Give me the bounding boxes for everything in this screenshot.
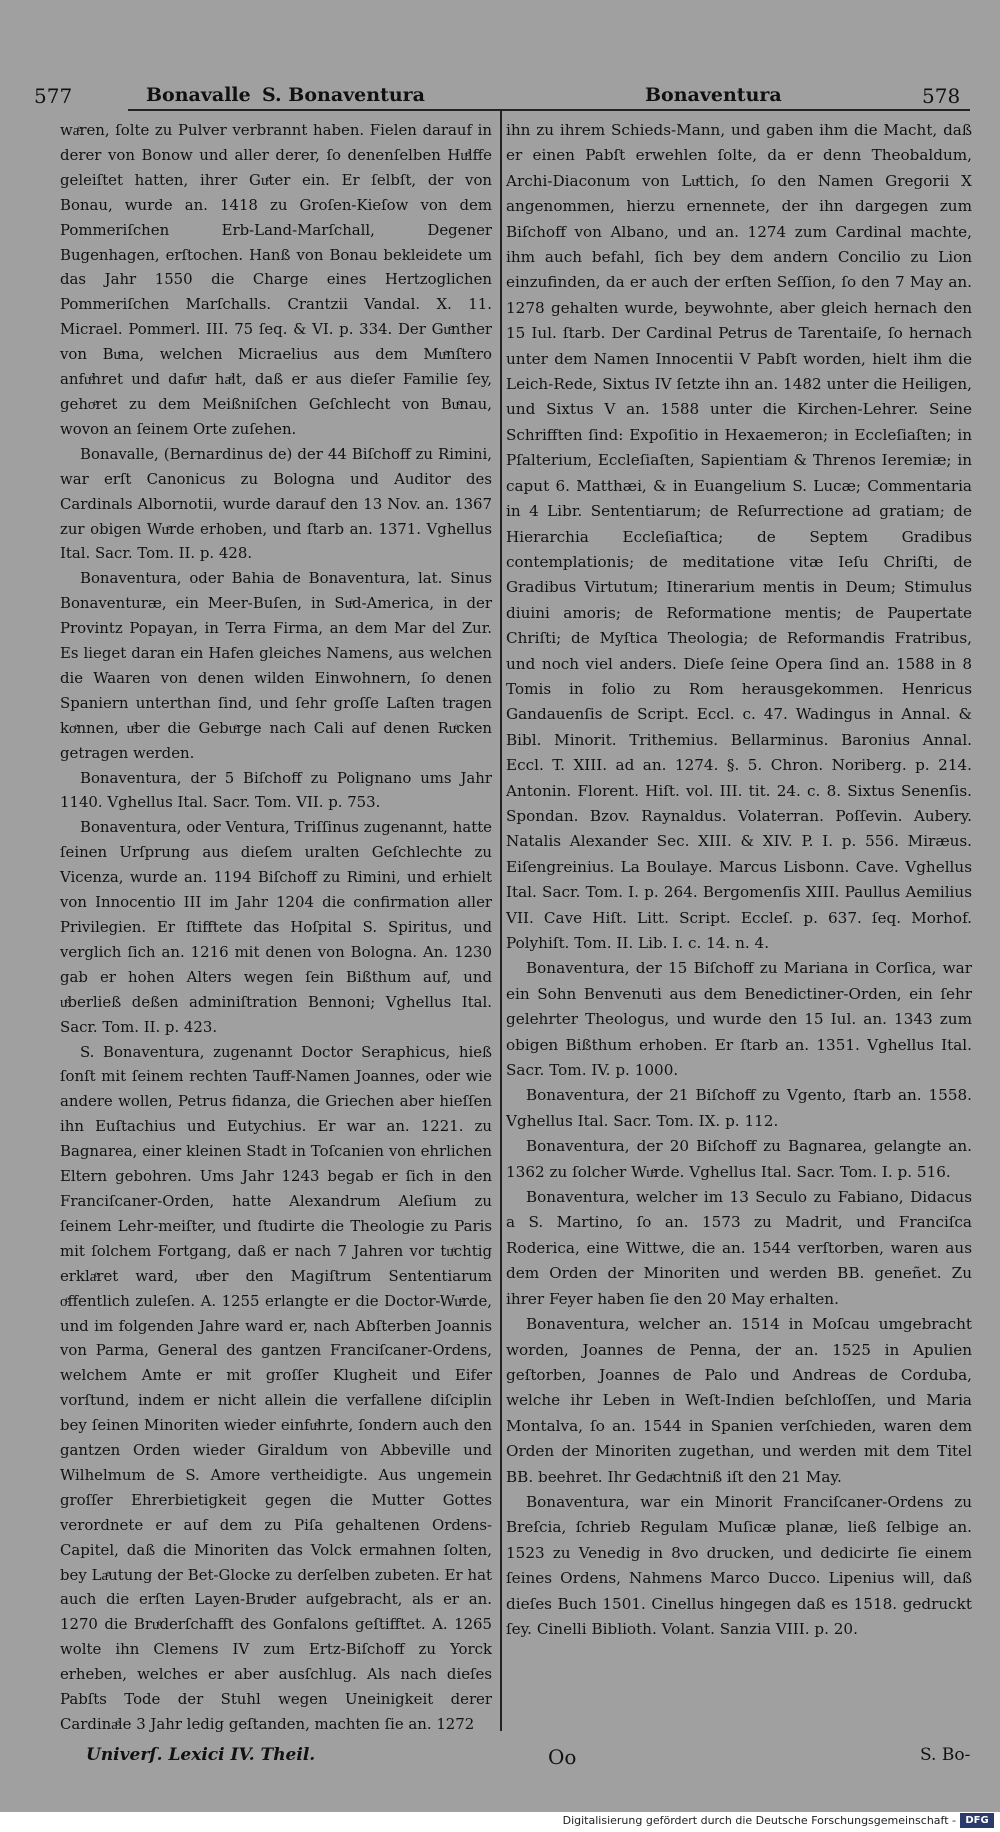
- dfg-logo-icon: DFG: [960, 1813, 994, 1828]
- paragraph: Bonaventura, oder Ventura, Triſſinus zugenannt, hatte ſeinen Urſprung aus dieſem uralten Geſchlechte zu Vicenza, wurde an. 1194 Biſchoff zu Rimini, und erhielt von Innocentio III im Jahr 1204 die confirmation aller Privilegien. Er ſtifftete das Hoſpital S. Spiritus, und verglich ſich an. 1216 mit denen von Bologna. An. 1230 gab er hohen Alters wegen ſein Bißthum auf, und uͤberließ deßen adminiſtration Bennoni; Vghellus Ital. Sacr. Tom. II. p. 423.: [60, 818, 492, 1036]
- paragraph: Bonaventura, welcher im 13 Seculo zu Fabiano, Didacus a S. Martino, ſo an. 1573 zu Madrit, und Franciſca Roderica, eine Wittwe, die an. 1544 verſtorben, waren aus dem Orden der Minoriten und werden BB. geneñet. Zu ihrer Feyer haben ſie den 20 May erhalten.: [506, 1188, 972, 1308]
- paragraph: Bonaventura, der 15 Biſchoff zu Mariana in Corſica, war ein Sohn Benvenuti aus dem Benedictiner-Orden, ein ſehr gelehrter Theologus, und wurde den 15 Iul. an. 1343 zum obigen Bißthum erhoben. Er ſtarb an. 1351. Vghellus Ital. Sacr. Tom. IV. p. 1000.: [506, 959, 972, 1080]
- paragraph: Bonaventura, der 21 Biſchoff zu Vgento, ſtarb an. 1558. Vghellus Ital. Sacr. Tom. IX. p. 112.: [506, 1086, 972, 1130]
- footer-volume-note: Univerſ. Lexici IV. Theil.: [86, 1745, 316, 1765]
- header-rule: [128, 109, 970, 111]
- right-page-number: 578: [922, 84, 961, 108]
- paragraph: Bonavalle, (Bernardinus de) der 44 Biſchoff zu Rimini, war erſt Canonicus zu Bologna und Auditor des Cardinals Albornotii, wurde darauf den 13 Nov. an. 1367 zur obigen Wuͤrde erhoben, und ſtarb an. 1371. Vghellus Ital. Sacr. Tom. II. p. 428.: [60, 444, 492, 563]
- paragraph: Bonaventura, welcher an. 1514 in Moſcau umgebracht worden, Joannes de Penna, der an. 1525 in Apulien geſtorben, Joannes de Palo und Andreas de Corduba, welche ihr Leben in Weſt-Indien beſchloſſen, und Maria Montalva, ſo an. 1544 in Spanien verſchieden, waren dem Orden der Minoriten zugethan, und werden mit dem Titel BB. beehret. Ihr Gedaͤchtniß iſt den 21 May.: [506, 1315, 972, 1486]
- left-column: [60, 118, 492, 1737]
- right-column: [506, 118, 972, 1642]
- paragraph: S. Bonaventura, zugenannt Doctor Seraphicus, hieß ſonſt mit ſeinem rechten Tauff-Namen Joannes, oder wie andere wollen, Petrus fidanza, die Griechen aber hieſſen ihn Euſtachius und Eutychius. Er war an. 1221. zu Bagnarea, einer kleinen Stadt in Toſcanien von ehrlichen Eltern gebohren. Ums Jahr 1243 begab er ſich in den Franciſcaner-Orden, hatte Alexandrum Aleſium zu ſeinem Lehr-meiſter, und ſtudirte die Theologie zu Paris mit ſolchem Fortgang, daß er nach 7 Jahren vor tuͤchtig erklaͤret ward, uͤber den Magiſtrum Sententiarum oͤffentlich zuleſen. A. 1255 erlangte er die Doctor-Wuͤrde, und im folgenden Jahre ward er, nach Abſterben Joannis von Parma, General des gantzen Franciſcaner-Ordens, welchem Amte er mit groſſer Klugheit und Eifer vorſtund, indem er nicht allein die verfallene diſciplin bey ſeinen Minoriten wieder einfuͤhrte, ſondern auch den gantzen Orden wieder Giraldum von Abbeville und Wilhelmum de S. Amore vertheidigte. Aus ungemein groſſer Ehrerbietigkeit gegen die Mutter Gottes verordnete er auf dem zu Piſa gehaltenen Ordens-Capitel, daß die Minoriten das Volck ermahnen ſolten, bey Laͤutung der Bet-Glocke zu derſelben zubeten. Er hat auch die erſten Layen-Bruͤder aufgebracht, als er an. 1270 die Bruͤderſchafft des Gonfalons geſtifftet. A. 1265 wolte ihn Clemens IV zum Ertz-Biſchoff zu Yorck erheben, welches er aber ausſchlug. Als nach dieſes Pabſts Tode der Stuhl wegen Uneinigkeit derer Cardinaͤle 3 Jahr ledig geſtanden, machten ſie an. 1272: [60, 1042, 492, 1733]
- signature-mark: Oo: [548, 1745, 577, 1769]
- catchword: S. Bo-: [920, 1745, 971, 1765]
- column-divider: [500, 111, 502, 1731]
- paragraph: Bonaventura, war ein Minorit Franciſcaner-Ordens zu Breſcia, ſchrieb Regulam Muſicæ planæ, ließ ſelbige an. 1523 zu Venedig in 8vo drucken, und dedicirte ſie einem ſeines Ordens, Nahmens Marco Ducco. Lipenius will, daß dieſes Buch 1501. Cinellus hingegen daß es 1518. gedruckt ſey. Cinelli Biblioth. Volant. Sanzia VIII. p. 20.: [506, 1492, 972, 1638]
- left-running-head-1: Bonavalle: [146, 84, 251, 106]
- left-page-number: 577: [34, 84, 73, 108]
- left-running-head-2: S. Bonaventura: [262, 84, 425, 106]
- paragraph: waͤren, ſolte zu Pulver verbrannt haben. Fielen darauf in derer von Bonow und aller derer, ſo denenſelben Huͤlffe geleiſtet hatten, ihrer Guͤter ein. Er ſelbſt, der von Bonau, wurde an. 1418 zu Groſen-Kieſow von dem Pommeriſchen Erb-Land-Marſchall, Degener Bugenhagen, erſtochen. Hanß von Bonau bekleidete um das Jahr 1550 die Charge eines Hertzoglichen Pommeriſchen Marſchalls. Crantzii Vandal. X. 11. Micrael. Pommerl. III. 75 ſeq. & VI. p. 334. Der Guͤnther von Buͤna, welchen Micraelius aus dem Muͤnſtero anfuͤhret und dafuͤr haͤlt, daß er aus dieſer Familie ſey, gehoͤret zu dem Meißniſchen Geſchlecht von Buͤnau, wovon an ſeinem Orte zuſehen.: [60, 121, 492, 438]
- paragraph: Bonaventura, oder Bahia de Bonaventura, lat. Sinus Bonaventuræ, ein Meer-Buſen, in Suͤd-America, in der Provintz Popayan, in Terra Firma, an dem Mar del Zur. Es lieget daran ein Hafen gleiches Namens, aus welchen die Waaren von denen wilden Einwohnern, ſo denen Spaniern unterthan ſind, und ſehr groſſe Laſten tragen koͤnnen, uͤber die Gebuͤrge nach Cali auf denen Ruͤcken getragen werden.: [60, 569, 492, 762]
- paragraph: ihn zu ihrem Schieds-Mann, und gaben ihm die Macht, daß er einen Pabſt erwehlen ſolte, da er denn Theobaldum, Archi-Diaconum von Luͤttich, ſo den Namen Gregorii X angenommen, hierzu ernennete, der ihn dargegen zum Biſchoff von Albano, und an. 1274 zum Cardinal machte, ihm auch befahl, ſich bey dem andern Concilio zu Lion einzufinden, da er auch der erſten Seſſion, ſo den 7 May an. 1278 gehalten wurde, beywohnte, aber gleich hernach den 15 Iul. ſtarb. Der Cardinal Petrus de Tarentaiſe, ſo hernach unter dem Namen Innocentii V Pabſt worden, hielt ihm die Leich-Rede, Sixtus IV ſetzte ihn an. 1482 unter die Heiligen, und Sixtus V an. 1588 unter die Kirchen-Lehrer. Seine Schrifften ſind: Expoſitio in Hexaemeron; in Eccleſiaſten; in Pſalterium, Eccleſiaſten, Sapientiam & Threnos Ieremiæ; in caput 6. Matthæi, & in Euangelium S. Lucæ; Commentaria in 4 Libr. Sententiarum; de Reſurrectione ad gratiam; de Hierarchia Eccleſiaſtica; de Septem Gradibus contemplationis; de meditatione vitæ Ieſu Chriſti, de Gradibus Virtutum; Itinerarium mentis in Deum; Stimulus diuini amoris; de Reformatione mentis; de Paupertate Chriſti; de Myſtica Theologia; de Reformandis Fratribus, und noch viel anders. Dieſe ſeine Opera ſind an. 1588 in 8 Tomis in folio zu Rom herausgekommen. Henricus Gandauenſis de Script. Eccl. c. 47. Wadingus in Annal. & Bibl. Minorit. Trithemius. Bellarminus. Baronius Annal. Eccl. T. XIII. ad an. 1274. §. 5. Chron. Noriberg. p. 214. Antonin. Florent. Hiſt. vol. III. tit. 24. c. 8. Sixtus Senenſis. Spondan. Bzov. Raynaldus. Volaterran. Poſſevin. Aubery. Natalis Alexander Sec. XIII. & XIV. P. I. p. 556. Miræus. Eiſengreinius. La Boulaye. Marcus Lisbonn. Cave. Vghellus Ital. Sacr. Tom. I. p. 264. Bergomenſis XIII. Paullus Aemilius VII. Cave Hiſt. Litt. Script. Eccleſ. p. 637. ſeq. Morhof. Polyhiſt. Tom. II. Lib. I. c. 14. n. 4.: [506, 121, 972, 952]
- paragraph: Bonaventura, der 5 Biſchoff zu Polignano ums Jahr 1140. Vghellus Ital. Sacr. Tom. VII. p. 753.: [60, 768, 492, 812]
- paragraph: Bonaventura, der 20 Biſchoff zu Bagnarea, gelangte an. 1362 zu ſolcher Wuͤrde. Vghellus Ital. Sacr. Tom. I. p. 516.: [506, 1137, 972, 1181]
- digitization-note: Digitalisierung gefördert durch die Deutsche Forschungsgemeinschaft -: [562, 1814, 956, 1827]
- right-running-head: Bonaventura: [645, 84, 782, 106]
